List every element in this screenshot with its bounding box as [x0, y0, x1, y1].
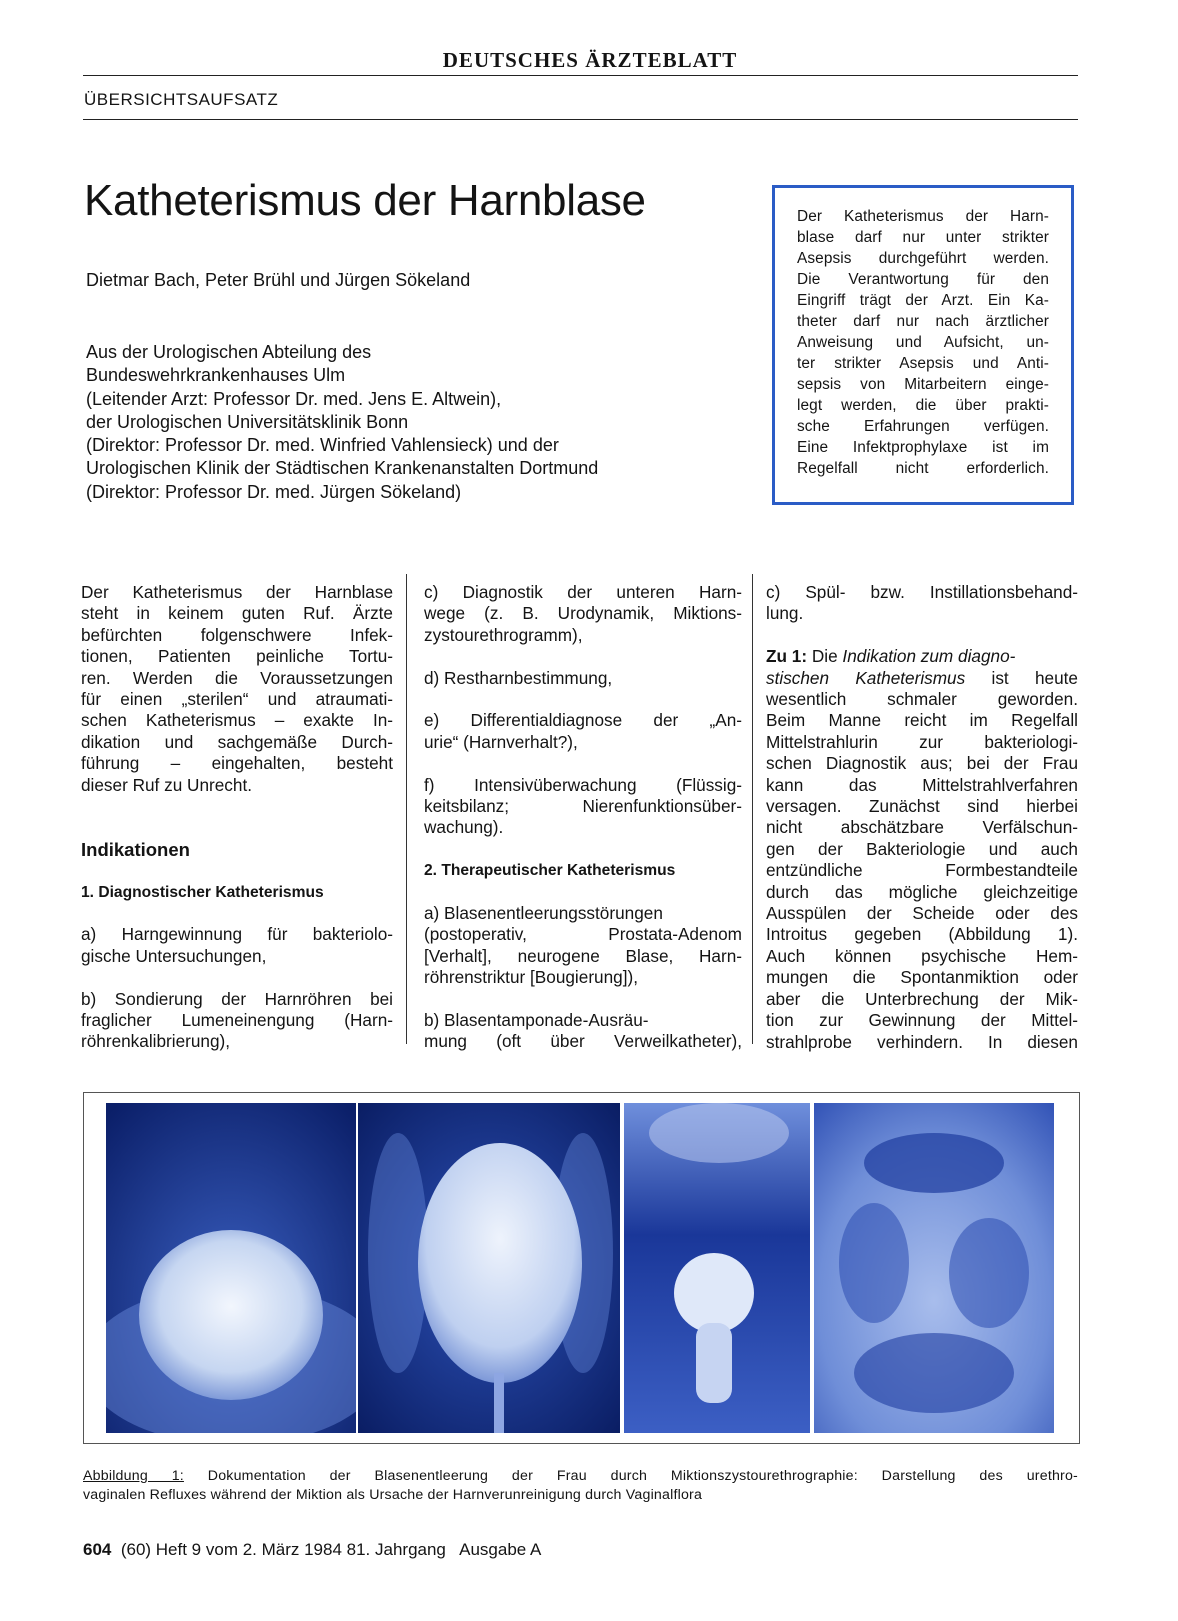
abstract-line: legt werden, die über prakti- — [797, 397, 1049, 414]
body-line: strahlprobe verhindern. In diesen — [766, 1031, 1078, 1052]
page-number: 604 — [83, 1540, 112, 1559]
affiliation-line: Bundeswehrkrankenhauses Ulm — [86, 365, 346, 386]
list-item: urie“ (Harnverhalt?), — [424, 731, 578, 752]
list-item: mung (oft über Verweilkatheter), — [424, 1031, 742, 1052]
affiliation-line: Urologischen Klinik der Städtischen Krankenanstalten Dortmund — [86, 458, 599, 479]
zu1-text: Die — [811, 646, 838, 667]
text-column-2 — [424, 582, 742, 1053]
body-line: dieser Ruf zu Unrecht. — [81, 774, 252, 795]
xray-image-2 — [358, 1103, 620, 1433]
list-item: röhrenkalibrierung), — [81, 1031, 231, 1052]
list-item: [Verhalt], neurogene Blase, Harn- — [424, 945, 742, 966]
abstract-line: theter darf nur nach ärztlicher — [797, 313, 1049, 330]
affiliation-line: (Leitender Arzt: Professor Dr. med. Jens E. Altwein), — [86, 388, 502, 409]
body-line: schen Katheterismus – exakte In- — [81, 710, 393, 731]
journal-masthead: DEUTSCHES ÄRZTEBLATT — [442, 48, 738, 72]
zu1-italic: stischen Katheterismus — [766, 667, 966, 688]
column-divider — [406, 574, 407, 1044]
list-item: wachung). — [424, 817, 504, 838]
text-column-1 — [81, 582, 393, 1053]
body-line: wesentlich schmaler geworden. — [766, 689, 1078, 710]
body-line: steht in keinem guten Ruf. Ärzte — [81, 603, 393, 624]
body-line: dikation und sachgemäße Durch- — [81, 731, 393, 752]
affiliation-line: (Direktor: Professor Dr. med. Jürgen Sökeland) — [86, 481, 462, 502]
body-line: Beim Manne reicht im Regelfall — [766, 710, 1078, 731]
body-line: führung – eingehalten, besteht — [81, 753, 393, 774]
body-line: aber die Unterbrechung der Mik- — [766, 988, 1078, 1009]
list-item: wege (z. B. Urodynamik, Miktions- — [424, 603, 742, 624]
zu1-label: Zu 1: — [766, 646, 808, 667]
list-item: b) Sondierung der Harnröhren bei — [81, 988, 393, 1009]
list-item: zystourethrogramm), — [424, 624, 583, 645]
list-item: gische Untersuchungen, — [81, 945, 267, 966]
list-item: b) Blasentamponade-Ausräu- — [424, 1010, 649, 1031]
list-item: e) Differentialdiagnose der „An- — [424, 710, 742, 731]
abstract-line: Asepsis durchgeführt werden. — [797, 250, 1049, 267]
xray-image-1 — [106, 1103, 356, 1433]
body-line: entzündliche Formbestandteile — [766, 860, 1078, 881]
list-item: a) Harngewinnung für bakteriolo- — [81, 924, 393, 945]
list-item: keitsbilanz; Nierenfunktionsüber- — [424, 796, 742, 817]
list-item: fraglicher Lumeneinengung (Harn- — [81, 1010, 393, 1031]
abstract-line: Die Verantwortung für den — [797, 271, 1049, 288]
subheading-diagnostisch: 1. Diagnostischer Katheterismus — [81, 883, 324, 901]
figure-caption — [83, 1467, 1078, 1505]
abstract-line: Regelfall nicht erforderlich. — [797, 460, 1049, 477]
xray-image-3 — [624, 1103, 810, 1433]
abstract-line: blase darf nur unter strikter — [797, 229, 1049, 246]
body-line: kann das Mittelstrahlverfahren — [766, 774, 1078, 795]
section-label: ÜBERSICHTSAUFSATZ — [84, 90, 279, 109]
zu1-text: ist heute — [991, 667, 1078, 688]
abstract-line: Der Katheterismus der Harn- — [797, 208, 1049, 225]
body-line: schen Diagnostik aus; bei der Frau — [766, 753, 1078, 774]
article-authors: Dietmar Bach, Peter Brühl und Jürgen Sökeland — [86, 270, 471, 290]
subheading-therapeutisch: 2. Therapeutischer Katheterismus — [424, 862, 676, 880]
list-item: c) Spül- bzw. Instillationsbehand- — [766, 582, 1078, 602]
list-item: d) Restharnbestimmung, — [424, 667, 613, 688]
body-line: Ausspülen der Scheide oder des — [766, 903, 1078, 924]
article-title: Katheterismus der Harnblase — [84, 176, 646, 225]
xray-image-4 — [814, 1103, 1054, 1433]
abstract-box — [772, 185, 1074, 505]
abstract-line: sche Erfahrungen verfügen. — [797, 418, 1049, 435]
body-line: versagen. Zunächst sind hierbei — [766, 796, 1078, 817]
caption-line: vaginalen Refluxes während der Miktion als Ursache der Harnverunreinigung durch Vaginalflora — [83, 1487, 703, 1503]
body-line: Mittelstrahlurin zur bakteriologi- — [766, 731, 1078, 752]
caption-line — [83, 1467, 1078, 1486]
body-line: gen der Bakteriologie und auch — [766, 838, 1078, 859]
body-line: für einen „sterilen“ und atraumati- — [81, 689, 393, 710]
body-line: befürchten folgenschwere Infek- — [81, 624, 393, 645]
issue-info: (60) Heft 9 vom 2. März 1984 81. Jahrgang Ausgabe A — [120, 1540, 542, 1559]
list-item: a) Blasenentleerungsstörungen — [424, 903, 663, 924]
caption-text: Dokumentation der Blasenentleerung der Frau durch Miktionszystourethrographie: Darstellung des urethro- — [207, 1468, 1078, 1484]
body-line: durch das mögliche gleichzeitige — [766, 881, 1078, 902]
abstract-line: ter strikter Asepsis und Anti- — [797, 355, 1049, 372]
body-line: Auch können psychische Hem- — [766, 945, 1078, 966]
body-line: ren. Werden die Voraussetzungen — [81, 667, 393, 688]
section-heading-indikationen: Indikationen — [81, 838, 190, 860]
text-column-3 — [766, 582, 1078, 1053]
body-line: tionen, Patienten peinliche Tortu- — [81, 646, 393, 667]
list-item: röhrenstriktur [Bougierung]), — [424, 967, 638, 988]
body-line: Introitus gegeben (Abbildung 1). — [766, 924, 1078, 945]
figure-frame — [83, 1092, 1080, 1444]
affiliation-block — [86, 341, 598, 504]
zu1-line — [766, 668, 1078, 689]
header-rule-top — [83, 75, 1078, 76]
list-item: (postoperativ, Prostata-Adenom — [424, 924, 742, 945]
abstract-line: Eingriff trägt der Arzt. Ein Ka- — [797, 292, 1049, 309]
affiliation-line: (Direktor: Professor Dr. med. Winfried Vahlensieck) und der — [86, 435, 559, 456]
affiliation-line: Aus der Urologischen Abteilung des — [86, 342, 372, 362]
abstract-line: Anweisung und Aufsicht, un- — [797, 334, 1049, 351]
page-footer — [83, 1540, 541, 1560]
column-divider — [752, 574, 753, 1044]
zu1-italic: Indikation zum diagno- — [842, 646, 1016, 667]
abstract-line: Eine Infektprophylaxe ist im — [797, 439, 1049, 456]
list-item: lung. — [766, 603, 804, 624]
body-line: mungen die Spontanmiktion oder — [766, 967, 1078, 988]
abstract-line: sepsis von Mitarbeitern einge- — [797, 376, 1049, 393]
list-item: f) Intensivüberwachung (Flüssig- — [424, 774, 742, 795]
header-rule-bottom — [83, 119, 1078, 120]
list-item: c) Diagnostik der unteren Harn- — [424, 582, 742, 602]
caption-label: Abbildung 1: — [83, 1468, 184, 1484]
affiliation-line: der Urologischen Universitätsklinik Bonn — [86, 411, 409, 432]
body-line: tion zur Gewinnung der Mittel- — [766, 1010, 1078, 1031]
zu1-line — [766, 646, 1078, 667]
body-line: nicht abschätzbare Verfälschun- — [766, 817, 1078, 838]
body-line: Der Katheterismus der Harnblase — [81, 582, 393, 602]
